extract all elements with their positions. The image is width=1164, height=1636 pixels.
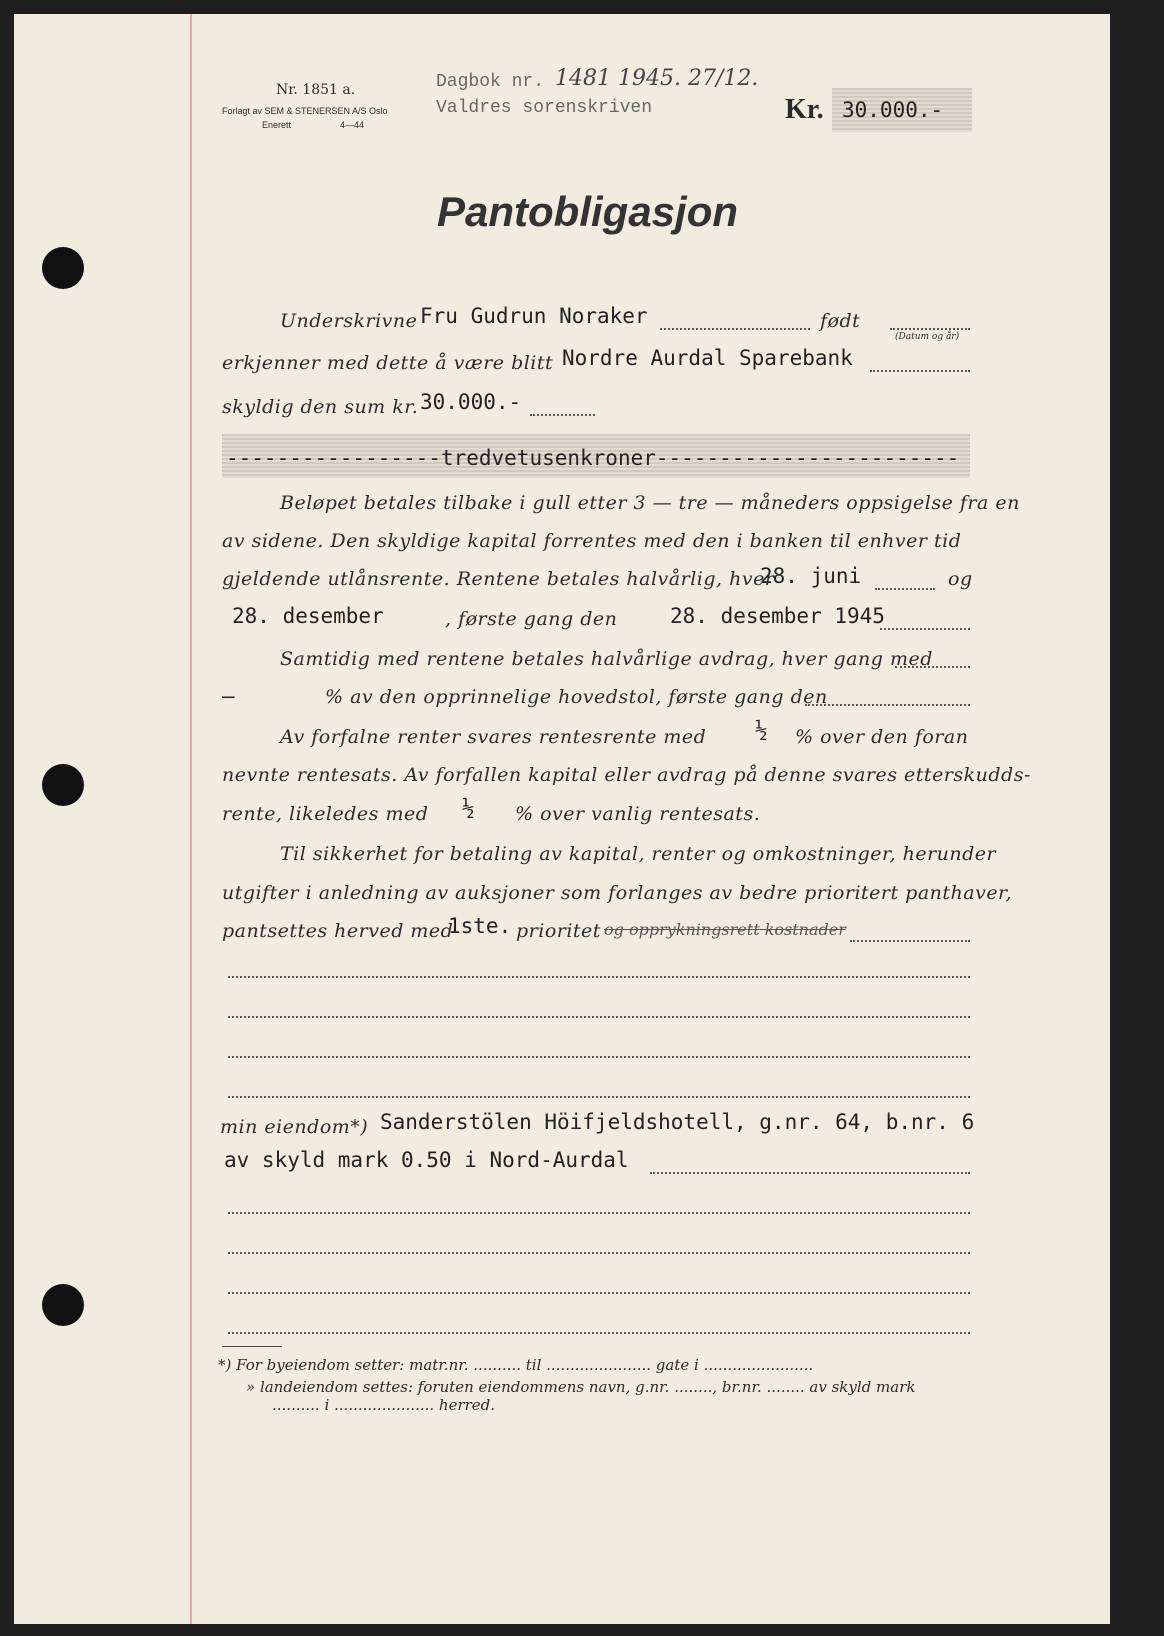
footnote-line: » landeiendom settes: foruten eiendommens navn, g.nr. ........, br.nr. ........ av skyld mark bbox=[246, 1378, 916, 1396]
footnote-line: .......... i ..................... herred. bbox=[272, 1396, 496, 1414]
text-line: av sidene. Den skyldige kapital forrentes med den i banken til enhver tid bbox=[222, 530, 962, 552]
text-line: Samtidig med rentene betales halvårlige avdrag, hver gang med bbox=[280, 648, 933, 670]
text-line: % over den foran bbox=[795, 726, 969, 748]
text-line: nevnte rentesats. Av forfallen kapital eller avdrag på denne svares etterskudds- bbox=[222, 764, 1031, 786]
late-rate: ½ bbox=[462, 796, 475, 820]
property-description: Sanderstölen Höifjeldshotell, g.nr. 64, b.nr. 6 bbox=[380, 1110, 975, 1134]
punch-hole bbox=[42, 1284, 84, 1326]
text-line: % av den opprinnelige hovedstol, første gang den bbox=[325, 686, 828, 708]
text-line: % over vanlig rentesats. bbox=[515, 803, 761, 825]
text-line: gjeldende utlånsrente. Rentene betales halvårlig, hver bbox=[222, 568, 775, 590]
label: erkjenner med dette å være blitt bbox=[222, 352, 554, 374]
text-line: Beløpet betales tilbake i gull etter 3 — tre — måneders oppsigelse fra en bbox=[280, 492, 1020, 514]
dagbok-label: Dagbok nr. bbox=[436, 72, 545, 92]
amount-in-words: tredvetusenkroner bbox=[440, 446, 656, 470]
compound-rate: ½ bbox=[755, 718, 768, 742]
kr-label: Kr. bbox=[785, 94, 824, 125]
property-description-2: av skyld mark 0.50 i Nord-Aurdal bbox=[224, 1148, 629, 1172]
text-line: , første gang den bbox=[445, 608, 618, 630]
first-payment-date: 28. desember 1945 bbox=[670, 604, 885, 628]
text-line: utgifter i anledning av auksjoner som forlanges av bedre prioritert panthaver, bbox=[222, 882, 1013, 904]
footnote-line: *) For byeiendom setter: matr.nr. .......... til ...................... gate i ....................... bbox=[218, 1356, 814, 1374]
publisher: Forlagt av SEM & STENERSEN A/S Oslo bbox=[222, 106, 388, 116]
debtor-name: Fru Gudrun Noraker bbox=[420, 304, 648, 328]
office-stamp: Valdres sorenskriven bbox=[436, 98, 653, 118]
punch-hole bbox=[42, 247, 84, 289]
creditor-name: Nordre Aurdal Sparebank bbox=[562, 346, 853, 370]
struck-text: og opprykningsrett kostnader bbox=[604, 920, 846, 939]
priority-value: 1ste. bbox=[448, 914, 512, 938]
text-line: Til sikkerhet for betaling av kapital, renter og omkostninger, herunder bbox=[280, 843, 997, 865]
kr-value: 30.000.- bbox=[842, 98, 944, 122]
text-line: rente, likeledes med bbox=[222, 803, 429, 825]
label: min eiendom*) bbox=[220, 1116, 369, 1138]
datum-note: (Datum og år) bbox=[895, 332, 960, 342]
text-line: Av forfalne renter svares rentesrente med bbox=[280, 726, 707, 748]
text-line: og bbox=[948, 568, 973, 590]
text-line: pantsettes herved med bbox=[222, 920, 454, 942]
label: Underskrivne bbox=[280, 310, 418, 332]
eneret: Enerett bbox=[262, 120, 292, 130]
installment-value: — bbox=[222, 684, 235, 708]
interest-date-1: 28. juni bbox=[760, 564, 862, 588]
dagbok-value: 1481 1945. 27/12. bbox=[555, 66, 759, 91]
form-number: Nr. 1851 a. bbox=[276, 82, 356, 98]
margin-line bbox=[190, 14, 192, 1624]
sum-value: 30.000.- bbox=[420, 390, 522, 414]
label: skyldig den sum kr. bbox=[222, 396, 419, 418]
edition: 4—44 bbox=[340, 120, 365, 130]
page-title: Pantobligasjon bbox=[437, 188, 739, 235]
text-line: prioritet bbox=[516, 920, 601, 942]
interest-date-2: 28. desember bbox=[232, 604, 384, 628]
label: født bbox=[820, 310, 861, 332]
punch-hole bbox=[42, 764, 84, 806]
